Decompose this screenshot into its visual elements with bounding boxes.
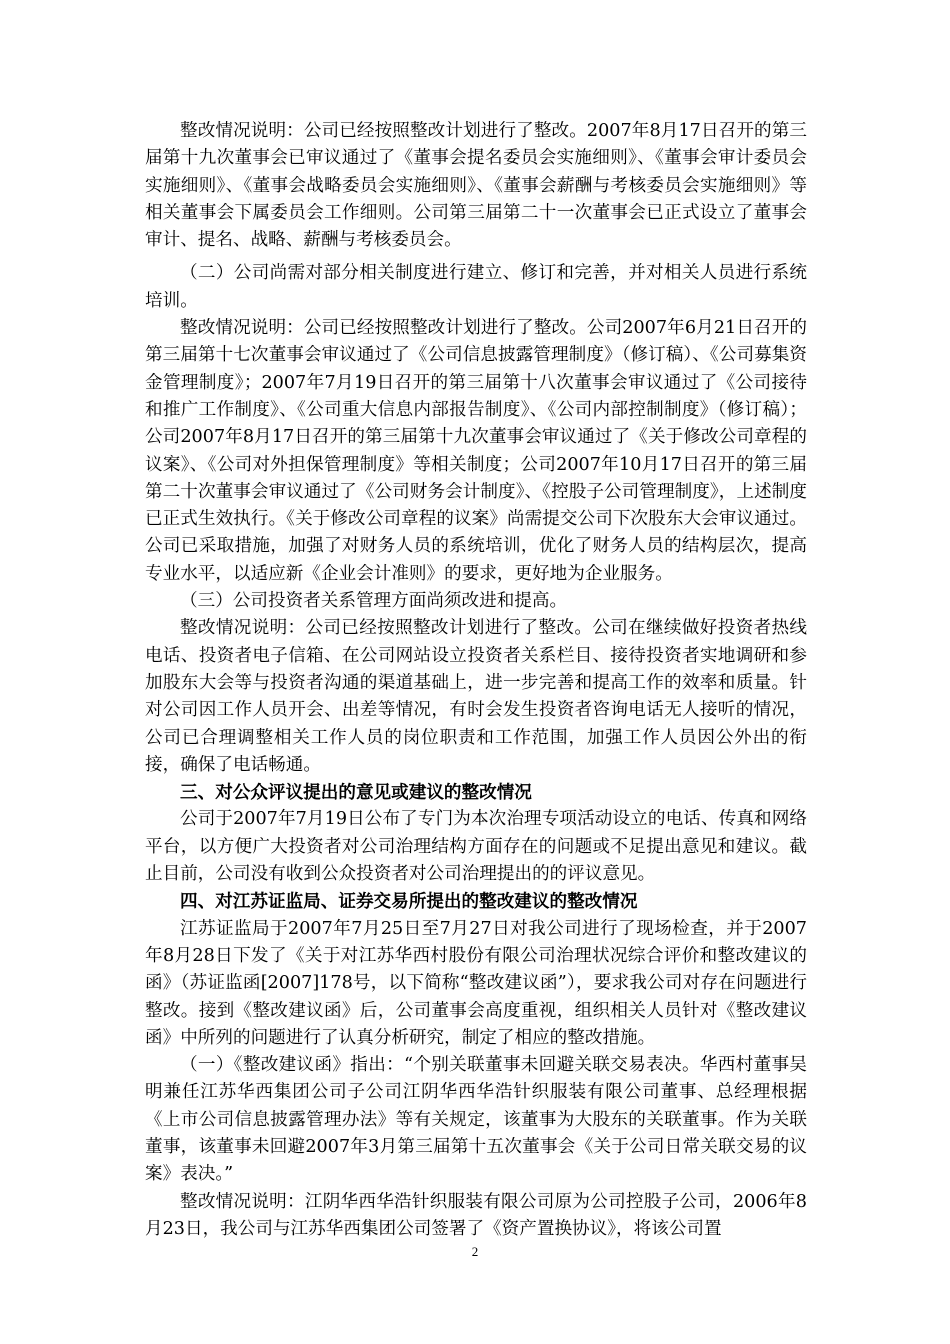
paragraph-public-comments: 公司于2007年7月19日公布了专门为本次治理专项活动设立的电话、传真和网络平台，以方便广大投资者对公司治理结构方面存在的问题或不足提出意见和建议。截止目前，公司没有收到公众投资者对公司治理提出的的评议意见。 <box>145 809 807 885</box>
paragraph-investor-relations-rectification: 整改情况说明：公司已经按照整改计划进行了整改。公司在继续做好投资者热线电话、投资者电子信箱、在公司网站设立投资者关系栏目、接待投资者实地调研和参加股东大会等与投资者沟通的渠道基础上，进一步完善和提高工作的效率和质量。针对公司因工作人员开会、出差等情况，有时会发生投资者咨询电话无人接听的情况，公司已合理调整相关工作人员的岗位职责和工作范围，加强工作人员因公外出的衔接，确保了电话畅通。 <box>145 618 807 775</box>
paragraph-board-committee-rectification: 整改情况说明：公司已经按照整改计划进行了整改。2007年8月17日召开的第三届第十九次董事会已审议通过了《董事会提名委员会实施细则》、《董事会审计委员会实施细则》、《董事会战略委员会实施细则》、《董事会薪酬与考核委员会实施细则》等相关董事会下属委员会工作细则。公司第三届第二十一次董事会已正式设立了董事会审计、提名、战略、薪酬与考核委员会。 <box>145 121 807 251</box>
paragraph-regulator-inspection: 江苏证监局于2007年7月25日至7月27日对我公司进行了现场检查，并于2007年8月28日下发了《关于对江苏华西村股份有限公司治理状况综合评价和整改建议的函》（苏证监函[2007]178号，以下简称“整改建议函”），要求我公司对存在问题进行整改。接到《整改建议函》后，公司董事会高度重视，组织相关人员针对《整改建议函》中所列的问题进行了认真分析研究，制定了相应的整改措施。 <box>145 918 807 1048</box>
paragraph-related-director-rectification: 整改情况说明：江阴华西华浩针织服装有限公司原为公司控股子公司，2006年8月23日，我公司与江苏华西集团公司签署了《资产置换协议》，将该公司置 <box>145 1191 807 1239</box>
page-number: 2 <box>471 1244 479 1259</box>
document-body <box>145 118 807 1243</box>
paragraph-item-three-investor-relations: （三）公司投资者关系管理方面尚须改进和提高。 <box>180 591 568 612</box>
section-heading-public-comments: 三、对公众评议提出的意见或建议的整改情况 <box>180 782 532 804</box>
section-heading-regulator-suggestions: 四、对江苏证监局、证券交易所提出的整改建议的整改情况 <box>180 891 638 913</box>
paragraph-related-director-issue: （一）《整改建议函》指出：“个别关联董事未回避关联交易表决。华西村董事吴明兼任江苏华西集团公司子公司江阴华西华浩针织服装有限公司董事、总经理根据《上市公司信息披露管理办法》等有关规定，该董事为大股东的关联董事。作为关联董事，该董事未回避2007年3月第三届第十五次董事会《关于公司日常关联交易的议案》表决。” <box>145 1055 807 1185</box>
paragraph-systems-rectification: 整改情况说明：公司已经按照整改计划进行了整改。公司2007年6月21日召开的第三届第十七次董事会审议通过了《公司信息披露管理制度》（修订稿）、《公司募集资金管理制度》；2007年7月19日召开的第三届第十八次董事会审议通过了《公司接待和推广工作制度》、《公司重大信息内部报告制度》、《公司内部控制制度》（修订稿）；公司2007年8月17日召开的第三届第十九次董事会审议通过了《关于修改公司章程的议案》、《公司对外担保管理制度》等相关制度；公司2007年10月17日召开的第三届第二十次董事会审议通过了《公司财务会计制度》、《控股子公司管理制度》，上述制度已正式生效执行。《关于修改公司章程的议案》尚需提交公司下次股东大会审议通过。公司已采取措施，加强了对财务人员的系统培训，优化了财务人员的结构层次，提高专业水平，以适应新《企业会计准则》的要求，更好地为企业服务。 <box>145 318 807 584</box>
paragraph-item-two-systems: （二）公司尚需对部分相关制度进行建立、修订和完善，并对相关人员进行系统培训。 <box>145 263 807 311</box>
